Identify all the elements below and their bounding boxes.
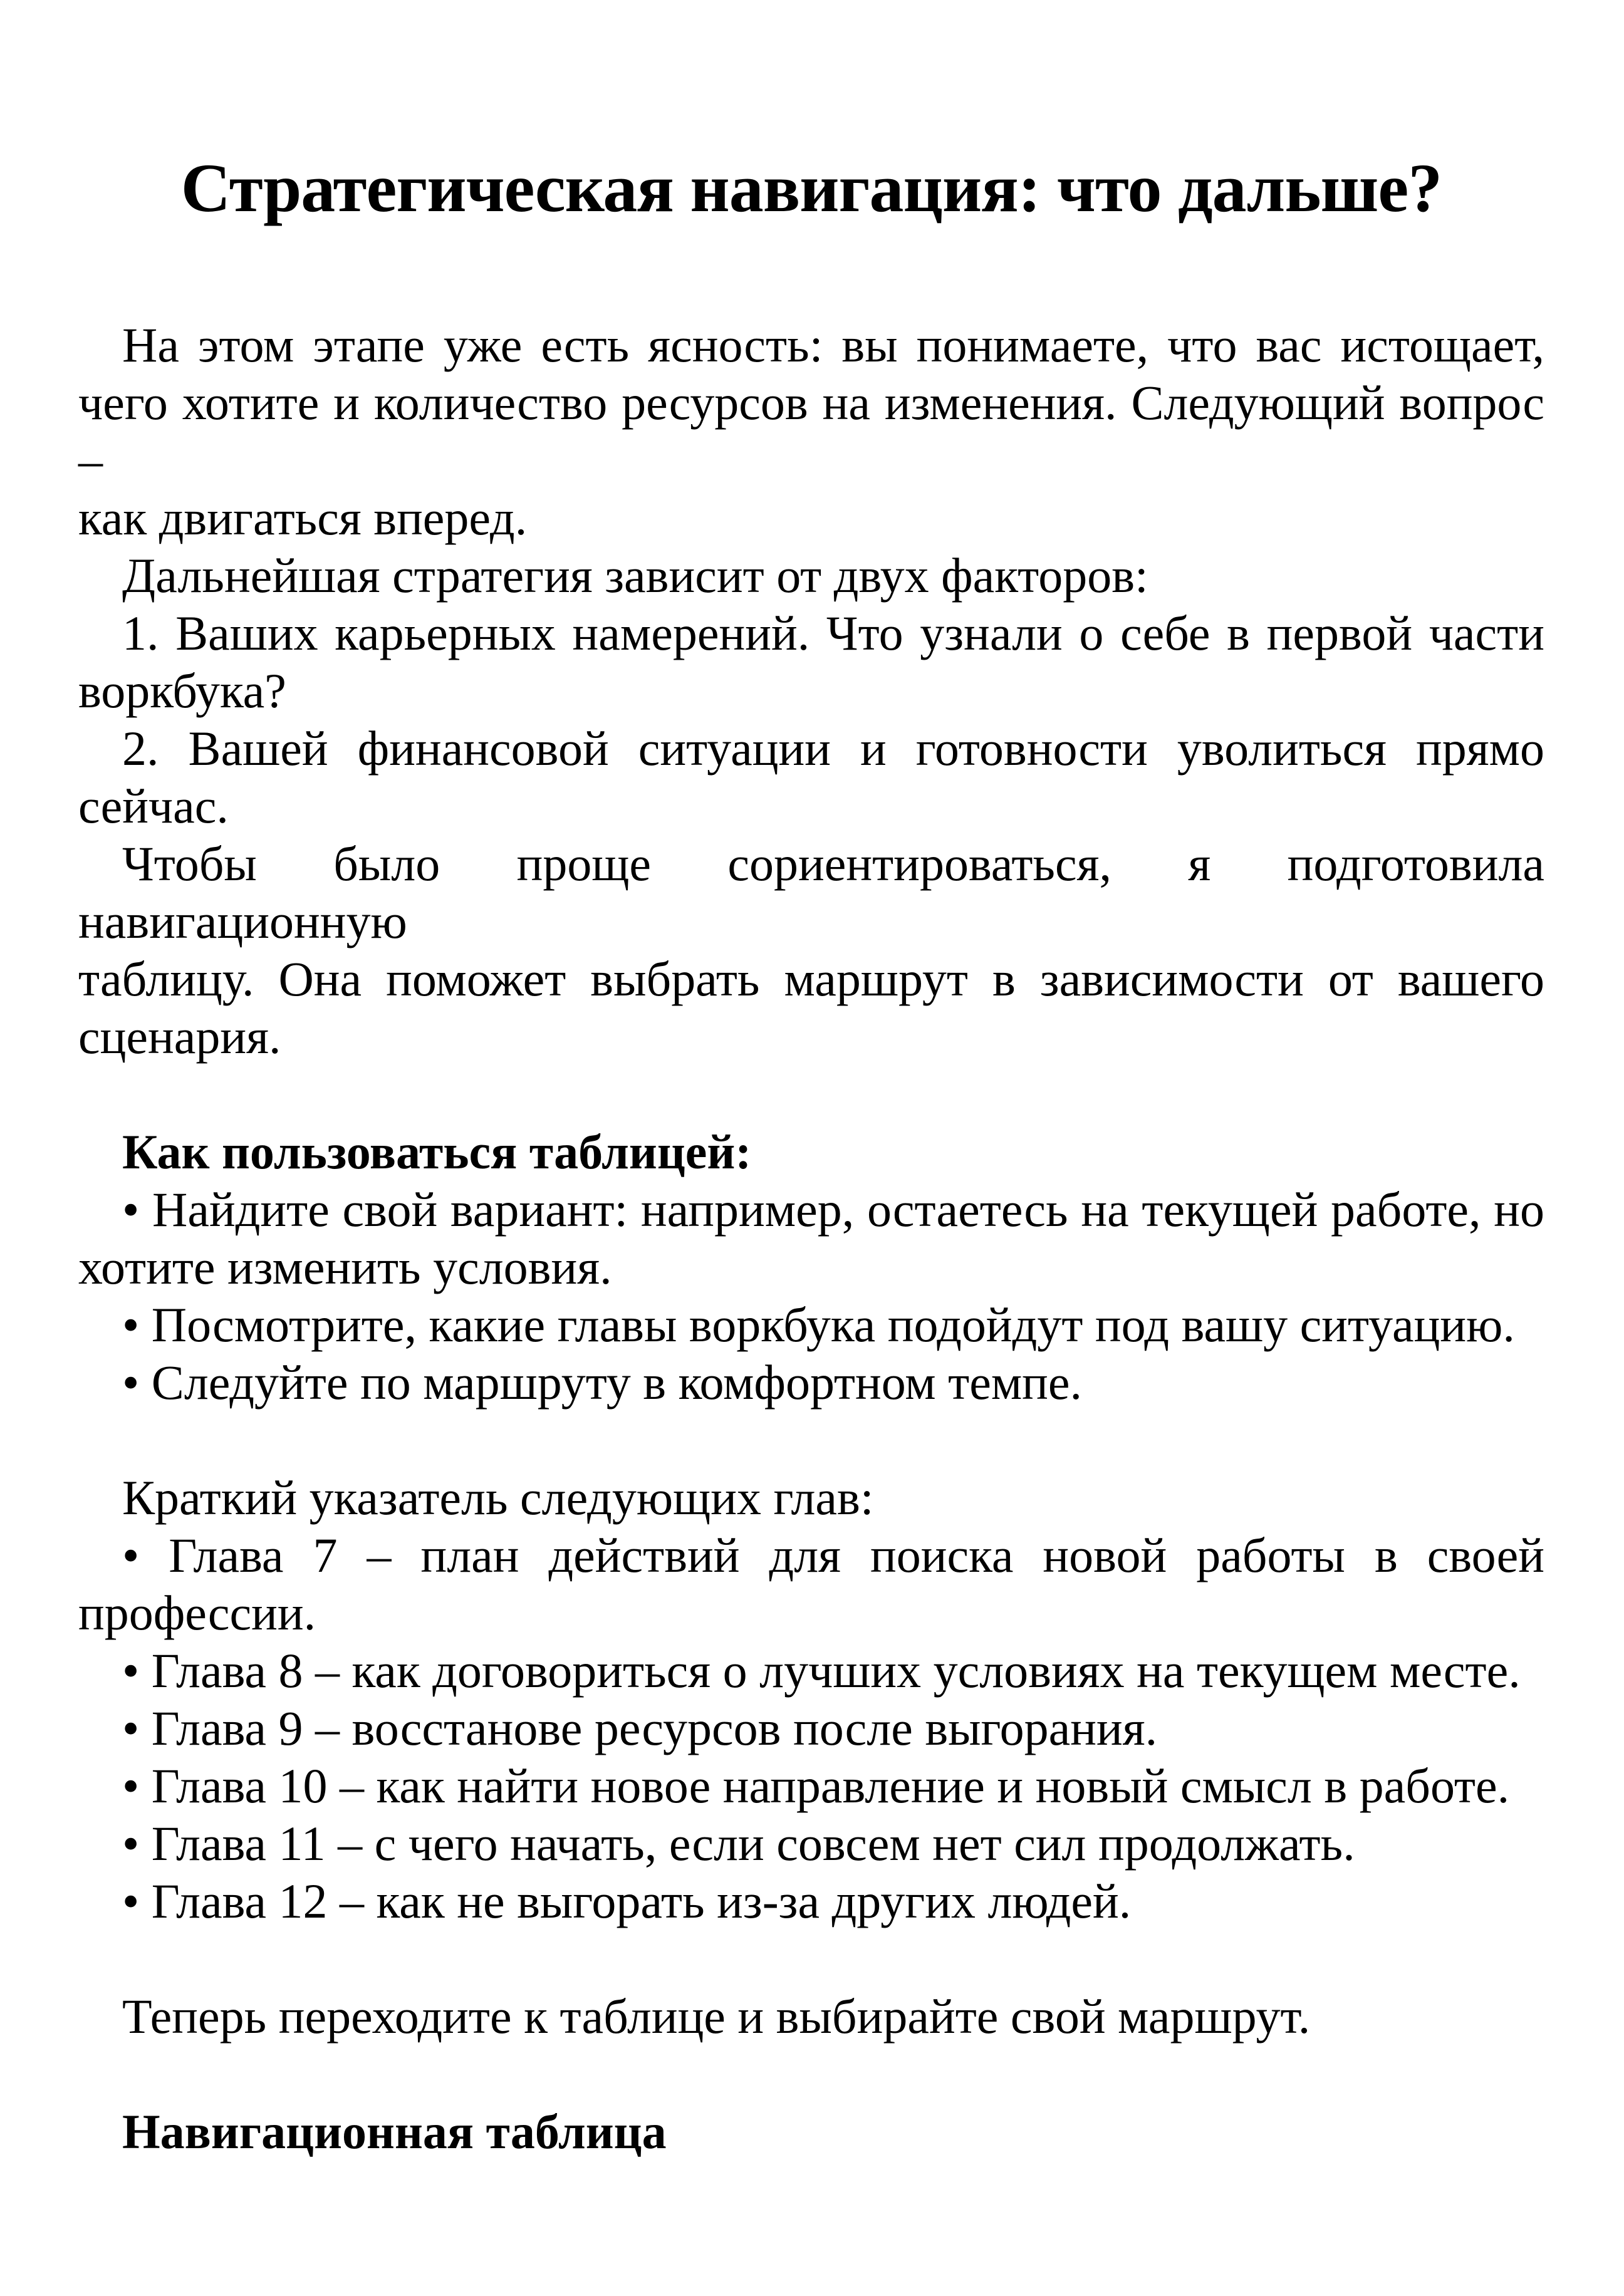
text-line: Краткий указатель следующих глав:: [122, 1470, 874, 1525]
paragraph: [78, 1354, 1544, 1411]
section-heading: [78, 2103, 1544, 2161]
text-line: Теперь переходите к таблице и выбирайте свой маршрут.: [122, 1989, 1311, 2044]
text-line: профессии.: [78, 1586, 316, 1640]
text-line: Навигационная таблица: [122, 2104, 667, 2159]
text-line: • Следуйте по маршруту в комфортном темпе.: [122, 1355, 1083, 1410]
paragraph: [78, 1642, 1544, 1700]
text-line: На этом этапе уже есть ясность: вы понимаете, что вас истощает,: [122, 318, 1544, 372]
text-line: • Посмотрите, какие главы воркбука подойдут под вашу ситуацию.: [122, 1297, 1515, 1352]
text-line: воркбука?: [78, 663, 286, 718]
paragraph: [78, 1815, 1544, 1873]
text-line: • Глава 10 – как найти новое направление и новый смысл в работе.: [122, 1758, 1510, 1813]
paragraph: [78, 316, 1544, 547]
text-line: • Глава 11 – с чего начать, если совсем нет сил продолжать.: [122, 1816, 1355, 1871]
text-line: сценария.: [78, 1009, 281, 1064]
text-line: • Найдите свой вариант: например, остаетесь на текущей работе, но: [122, 1182, 1544, 1237]
text-line: как двигаться вперед.: [78, 491, 528, 545]
paragraph: [78, 605, 1544, 720]
document-body: [78, 316, 1544, 2161]
text-line: Дальнейшая стратегия зависит от двух факторов:: [122, 548, 1148, 603]
text-line: • Глава 7 – план действий для поиска новой работы в своей: [122, 1528, 1544, 1582]
blank-line: [78, 1930, 1544, 1988]
text-line: хотите изменить условия.: [78, 1240, 612, 1294]
section-heading: [78, 1123, 1544, 1181]
paragraph: [78, 1873, 1544, 1930]
paragraph: [78, 1700, 1544, 1757]
text-line: чего хотите и количество ресурсов на изменения. Следующий вопрос –: [78, 375, 1544, 487]
paragraph: [78, 1469, 1544, 1527]
paragraph: [78, 547, 1544, 605]
paragraph: [78, 835, 1544, 1066]
text-line: Как пользоваться таблицей:: [122, 1125, 752, 1179]
paragraph: [78, 1988, 1544, 2045]
text-line: таблицу. Она поможет выбрать маршрут в зависимости от вашего: [78, 952, 1544, 1006]
paragraph: [78, 1181, 1544, 1296]
paragraph: [78, 1296, 1544, 1354]
document-title: Стратегическая навигация: что дальше?: [180, 150, 1442, 226]
text-line: 1. Ваших карьерных намерений. Что узнали о себе в первой части: [122, 606, 1544, 660]
blank-line: [78, 1066, 1544, 1123]
paragraph: [78, 1757, 1544, 1815]
text-line: 2. Вашей финансовой ситуации и готовности уволиться прямо: [122, 721, 1544, 776]
blank-line: [78, 1411, 1544, 1469]
text-line: Чтобы было проще сориентироваться, я подготовила навигационную: [78, 836, 1544, 948]
text-line: • Глава 9 – восстанове ресурсов после выгорания.: [122, 1701, 1158, 1755]
paragraph: [78, 1527, 1544, 1642]
blank-line: [78, 2045, 1544, 2103]
text-line: • Глава 8 – как договориться о лучших условиях на текущем месте.: [122, 1643, 1521, 1698]
paragraph: [78, 720, 1544, 835]
text-line: • Глава 12 – как не выгорать из-за других людей.: [122, 1874, 1132, 1928]
text-line: сейчас.: [78, 779, 229, 833]
